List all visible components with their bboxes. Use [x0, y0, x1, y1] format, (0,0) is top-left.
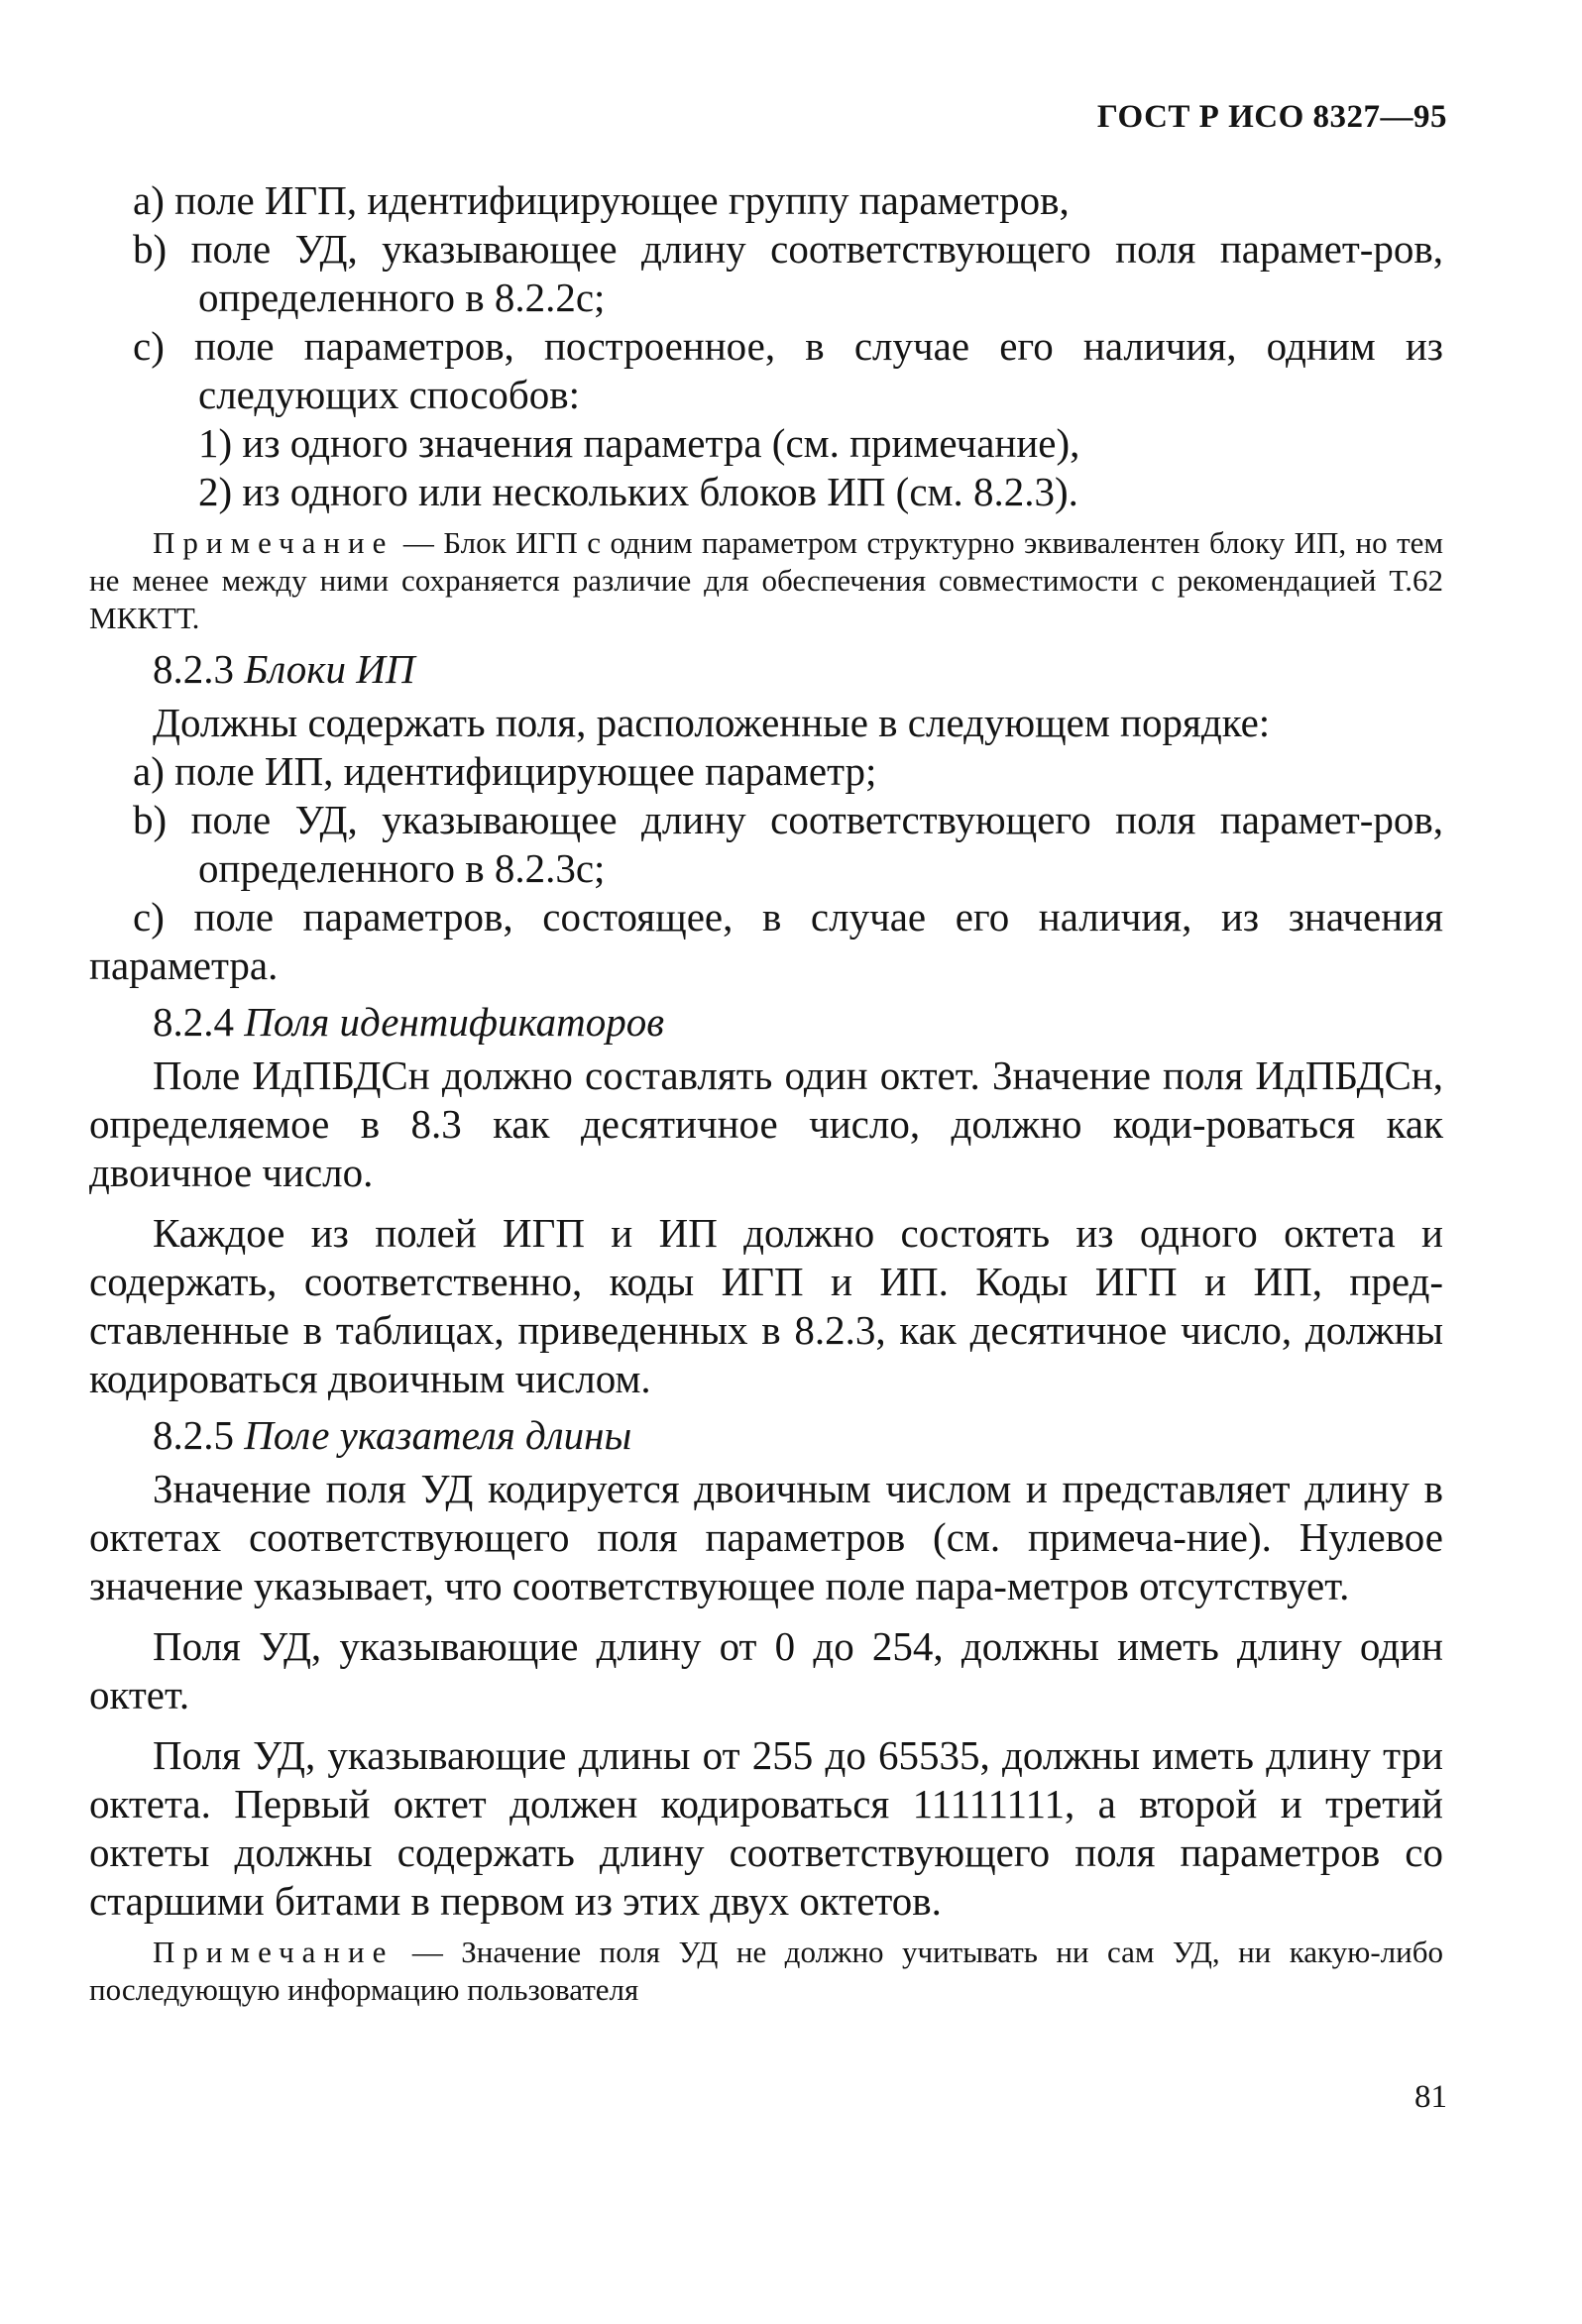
section-title: Поля идентификаторов	[244, 999, 665, 1045]
note-block	[89, 1934, 1443, 2009]
list-item-a: a) поле ИГП, идентифицирующее группу параметров,	[133, 177, 1070, 223]
list-item-b: b) поле УД, указывающее длину соответствующего поля парамет-ров, определенного в 8.2.3с;	[133, 797, 1443, 891]
list-item-c: с) поле параметров, построенное, в случае его наличия, одним из следующих способов:	[133, 323, 1443, 417]
paragraph: Значение поля УД кодируется двоичным числом и представляет длину в октетах соответствующего поля параметров (см. примеча-ние). Нулевое значение указывает, что соответствующее поле пара-метров отсутствует.	[89, 1466, 1443, 1608]
page-content	[89, 176, 1443, 2015]
section-heading	[89, 643, 1443, 695]
paragraph: Поле ИдПБДСн должно составлять один октет. Значение поля ИдПБДСн, определяемое в 8.3 как десятичное число, должно коди-роваться как двоичное число.	[89, 1052, 1443, 1195]
section-title: Блоки ИП	[244, 646, 415, 692]
list-item-a: a) поле ИП, идентифицирующее параметр;	[133, 748, 877, 794]
page-number: 81	[1414, 2079, 1447, 2115]
section-title: Поле указателя длины	[244, 1412, 632, 1458]
list-item-c: с) поле параметров, состоящее, в случае его наличия, из значения параметра.	[89, 894, 1443, 988]
section-number: 8.2.3	[153, 646, 234, 692]
section-heading	[89, 1409, 1443, 1461]
paragraph: Каждое из полей ИГП и ИП должно состоять из одного октета и содержать, соответственно, коды ИГП и ИП. Коды ИГП и ИП, пред-ставленные в таблицах, приведенных в 8.2.3, как десятичное число, должны кодироваться двоичным числом.	[89, 1210, 1443, 1401]
section-number: 8.2.5	[153, 1412, 234, 1458]
paragraph: Поля УД, указывающие длины от 255 до 65535, должны иметь длину три октета. Первый октет должен кодироваться 11111111, а второй и третий октеты должны содержать длину соответствующего поля параметров со старшими битами в первом из этих двух октетов.	[89, 1732, 1443, 1924]
section-number: 8.2.4	[153, 999, 234, 1045]
paragraph: Должны содержать поля, расположенные в следующем порядке:	[153, 700, 1271, 745]
note-label: Примечание	[153, 1935, 395, 1969]
note-block	[89, 524, 1443, 637]
list-subitem-1: 1) из одного значения параметра (см. примечание),	[198, 420, 1080, 466]
list-subitem-2: 2) из одного или нескольких блоков ИП (см. 8.2.3).	[198, 469, 1078, 514]
note-label: Примечание	[153, 525, 395, 560]
list-item-b: b) поле УД, указывающее длину соответствующего поля парамет-ров, определенного в 8.2.2с;	[133, 226, 1443, 320]
standard-header: ГОСТ Р ИСО 8327—95	[1096, 99, 1447, 135]
note-text: — Значение поля УД не должно учитывать ни сам УД, ни какую-либо последующую информацию пользователя	[89, 1935, 1443, 2007]
paragraph: Поля УД, указывающие длину от 0 до 254, должны иметь длину один октет.	[89, 1623, 1443, 1717]
section-heading	[89, 996, 1443, 1048]
note-text: — Блок ИГП с одним параметром структурно эквивалентен блоку ИП, но тем не менее между ними сохраняется различие для обеспечения совместимости с рекомендацией Т.62 МККТТ.	[89, 525, 1443, 635]
